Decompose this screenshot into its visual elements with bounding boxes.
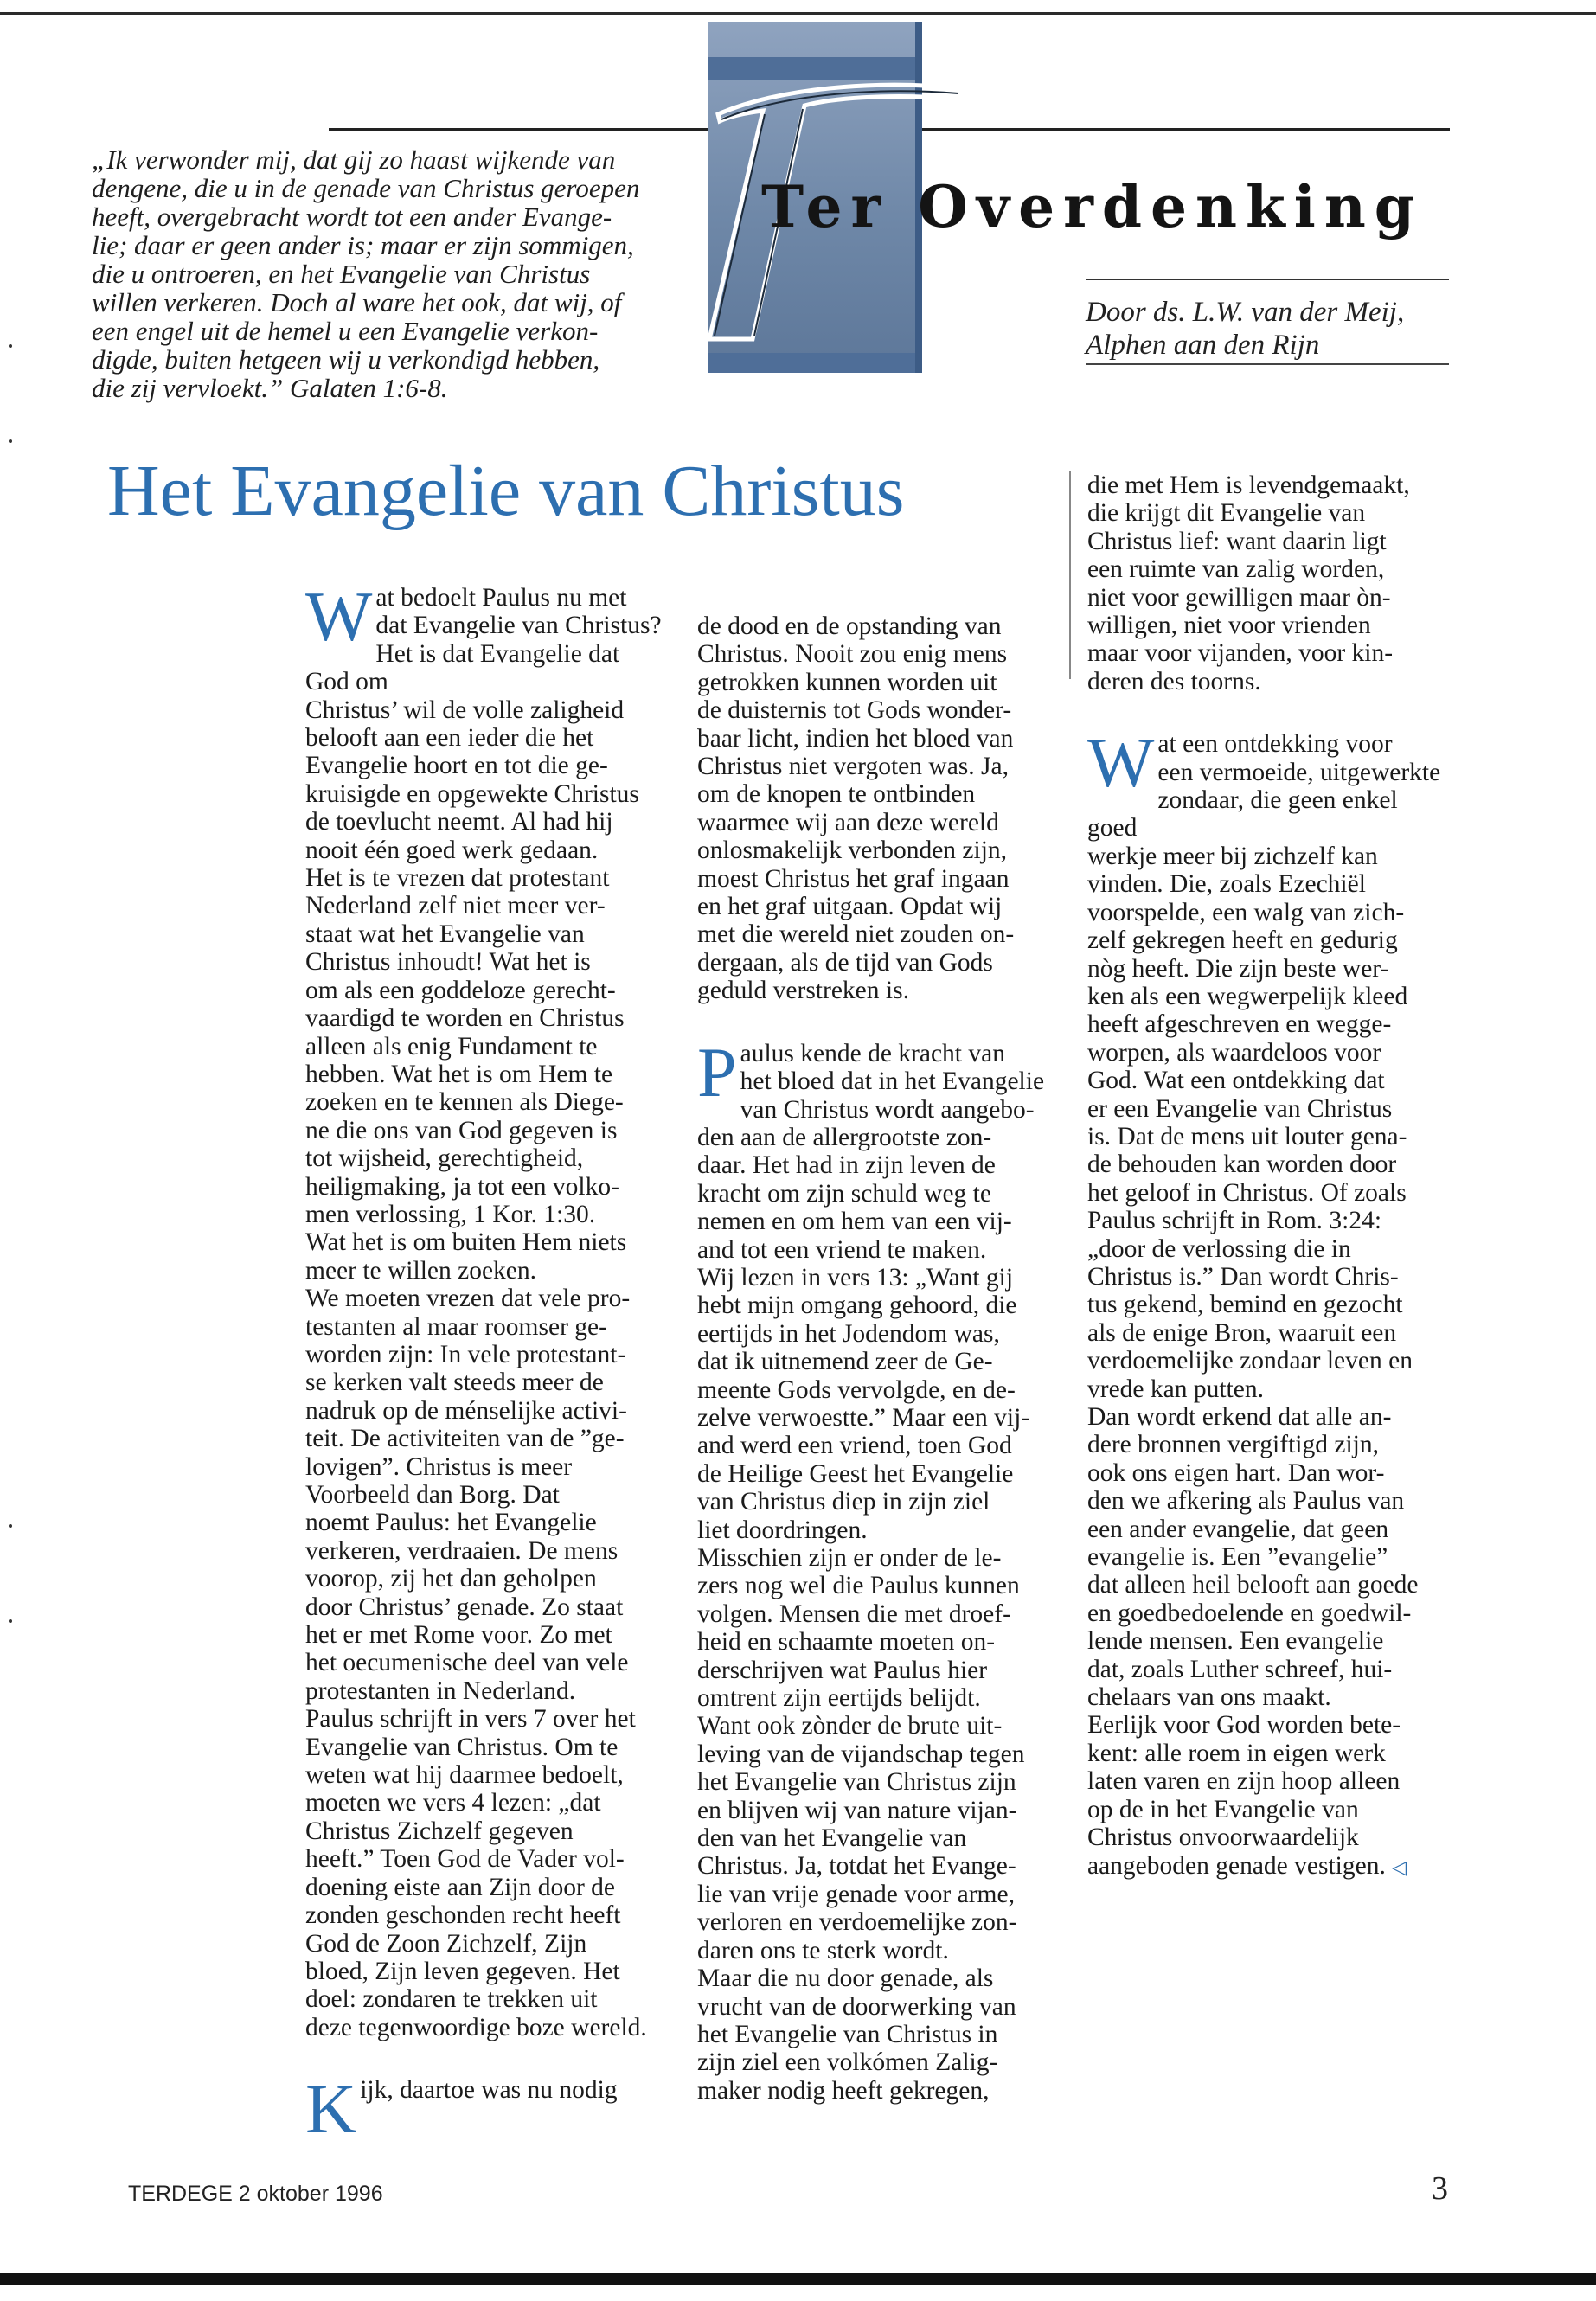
text-line: Nederland zelf niet meer ver- — [305, 892, 606, 920]
text-line: laten varen en zijn hoop alleen — [1087, 1767, 1401, 1796]
text-line: Evangelie hoort en tot die ge- — [305, 752, 608, 780]
text-line: verdoemelijke zondaar leven en — [1087, 1347, 1413, 1375]
text-line: at bedoelt Paulus nu met — [375, 584, 627, 612]
text-line: at een ontdekking voor — [1157, 730, 1393, 759]
quote-line: heeft, overgebracht wordt tot een ander Evange- — [92, 202, 612, 232]
text-line: en goedbedoelende en goedwil- — [1087, 1599, 1412, 1627]
article-headline: Het Evangelie van Christus — [107, 451, 905, 531]
top-rule — [0, 12, 1596, 15]
text-line: teit. De activiteiten van de ”ge- — [305, 1425, 625, 1453]
paragraph-lines — [1087, 723, 1441, 1852]
text-line: Dan wordt erkend dat alle an- — [1087, 1403, 1392, 1431]
text-line: zijn ziel een volkómen Zalig- — [697, 2048, 998, 2077]
text-line: heiligmaking, ja tot een volko- — [305, 1172, 619, 1201]
margin-dot — [9, 344, 12, 348]
footer-publication: TERDEGE 2 oktober 1996 — [128, 2182, 383, 2206]
text-line: eertijds in het Jodendom was, — [697, 1319, 1000, 1348]
text-line: en blijven wij van nature vijan- — [697, 1796, 1017, 1824]
text-line: God de Zoon Zichzelf, Zijn — [305, 1929, 587, 1958]
paragraph — [697, 1032, 1050, 2105]
text-line: kracht om zijn schuld weg te — [697, 1179, 991, 1208]
text-line: Evangelie van Christus. Om te — [305, 1733, 619, 1761]
text-line: zelf gekregen heeft en gedurig — [1087, 926, 1398, 955]
text-line: de Heilige Geest het Evangelie — [697, 1459, 1014, 1488]
text-line: evangelie is. Een ”evangelie” — [1087, 1543, 1388, 1572]
text-line: ken als een wegwerpelijk kleed — [1087, 982, 1408, 1010]
paragraph — [697, 612, 1050, 1005]
text-line: se kerken valt steeds meer de — [305, 1368, 604, 1397]
text-line: den we afkering als Paulus van — [1087, 1487, 1405, 1516]
text-line: leving van de vijandschap tegen — [697, 1740, 1025, 1768]
text-line: Misschien zijn er onder de le- — [697, 1544, 1002, 1572]
text-line: daren ons te sterk wordt. — [697, 1936, 949, 1965]
drop-cap: P — [697, 1032, 737, 1112]
text-line: derschrijven wat Paulus hier — [697, 1656, 988, 1684]
text-line: zoeken en te kennen als Diege- — [305, 1088, 624, 1117]
quote-line: digde, buiten hetgeen wij u verkondigd hebben, — [92, 344, 600, 375]
text-line: Christus’ wil de volle zaligheid — [305, 695, 625, 724]
quote-line: „Ik verwonder mij, dat gij zo haast wijkende van — [92, 144, 616, 175]
text-line: verloren en verdoemelijke zon- — [697, 1908, 1017, 1937]
text-line: heeft afgeschreven en wegge- — [1087, 1010, 1392, 1039]
text-line: liet doordringen. — [697, 1516, 868, 1544]
text-line: Christus niet vergoten was. Ja, — [697, 753, 1009, 781]
author-rule — [1086, 363, 1449, 365]
text-line: van Christus diep in zijn ziel — [697, 1488, 990, 1516]
text-line: het bloed dat in het Evangelie — [740, 1067, 1045, 1096]
text-line: meente Gods vervolgde, en de- — [697, 1375, 1016, 1404]
section-title: Ter Overdenking — [761, 173, 1423, 240]
quote-line: die u ontroeren, en het Evangelie van Christus — [92, 259, 591, 289]
text-line: onlosmakelijk verbonden zijn, — [697, 836, 1008, 865]
text-line: dere bronnen vergiftigd zijn, — [1087, 1431, 1379, 1459]
text-line: volgen. Mensen die met droef- — [697, 1599, 1011, 1628]
text-line: ook ons eigen hart. Dan wor- — [1087, 1458, 1385, 1487]
text-line: maker nodig heeft gekregen, — [697, 2076, 990, 2105]
quote-line: willen verkeren. Doch al ware het ook, dat wij, of — [92, 287, 622, 317]
text-line: het oecumenische deel van vele — [305, 1649, 629, 1677]
text-line: vrucht van de doorwerking van — [697, 1992, 1016, 2021]
text-line: hebben. Wat het is om Hem te — [305, 1060, 613, 1088]
text-line: omtrent zijn eertijds belijdt. — [697, 1684, 981, 1713]
text-line: de behouden kan worden door — [1087, 1150, 1397, 1179]
text-line: dat, zoals Luther schreef, hui- — [1087, 1655, 1393, 1683]
text-line: het Evangelie van Christus in — [697, 2020, 998, 2048]
text-line: heeft.” Toen God de Vader vol- — [305, 1845, 625, 1874]
text-line: een vermoeide, uitgewerkte — [1157, 758, 1441, 786]
text-line: God. Wat een ontdekking dat — [1087, 1067, 1385, 1095]
text-line: die met Hem is levendgemaakt, — [1087, 471, 1410, 499]
text-line: hebt mijn omgang gehoord, die — [697, 1292, 1017, 1320]
text-line: kent: alle roem in eigen werk — [1087, 1739, 1386, 1767]
text-line: tot wijsheid, gerechtigheid, — [305, 1144, 584, 1173]
header-rule-right — [922, 128, 1450, 131]
text-line: ijk, daartoe was nu nodig — [360, 2076, 618, 2105]
text-line: ne die ons van God gegeven is — [305, 1116, 618, 1144]
text-line: noemt Paulus: het Evangelie — [305, 1509, 597, 1537]
text-line: en het graf uitgaan. Opdat wij — [697, 893, 1003, 921]
text-line: Christus Zichzelf gegeven — [305, 1817, 574, 1845]
text-line: Christus is.” Dan wordt Chris- — [1087, 1262, 1399, 1291]
text-line: Wat het is om buiten Hem niets — [305, 1228, 627, 1257]
quote-line: lie; daar er geen ander is; maar er zijn sommigen, — [92, 230, 634, 260]
text-line: Paulus schrijft in Rom. 3:24: — [1087, 1207, 1382, 1235]
text-line: van Christus wordt aangebo- — [740, 1095, 1035, 1124]
author-credit — [1086, 296, 1466, 362]
text-line: getrokken kunnen worden uit — [697, 668, 997, 696]
drop-cap: W — [1087, 723, 1155, 803]
text-line: aulus kende de kracht van — [740, 1039, 1005, 1067]
text-line: om de knopen te ontbinden — [697, 780, 976, 809]
bottom-rule — [0, 2273, 1596, 2285]
author-location: Alphen aan den Rijn — [1086, 330, 1320, 361]
last-line-text: aangeboden genade vestigen. — [1087, 1851, 1386, 1880]
margin-dot — [9, 439, 12, 443]
quote-line: een engel uit de hemel u een Evangelie verkon- — [92, 316, 599, 346]
text-line: Paulus schrijft in vers 7 over het — [305, 1705, 636, 1734]
text-line: men verlossing, 1 Kor. 1:30. — [305, 1200, 596, 1228]
text-line: nòg heeft. Die zijn beste wer- — [1087, 954, 1389, 983]
article-column-2 — [697, 612, 1050, 2105]
text-line: Christus inhoudt! Wat het is — [305, 948, 591, 977]
paragraph — [1087, 723, 1451, 1881]
text-line: als de enige Bron, waaruit een — [1087, 1318, 1397, 1347]
text-line: verkeren, verdraaien. De mens — [305, 1536, 619, 1565]
text-line: „door de verlossing die in — [1087, 1234, 1351, 1263]
text-line: de toevlucht neemt. Al had hij — [305, 808, 613, 836]
text-line: waarmee wij aan deze wereld — [697, 808, 999, 836]
text-line: doening eiste aan Zijn door de — [305, 1873, 615, 1901]
text-line: tus gekend, bemind en gezocht — [1087, 1291, 1403, 1319]
text-line: baar licht, indien het bloed van — [697, 724, 1014, 753]
text-line: de dood en de opstanding van — [697, 612, 1002, 640]
text-line: geduld verstreken is. — [697, 977, 909, 1005]
paragraph-lines — [697, 612, 1014, 1004]
text-line: Christus. Nooit zou enig mens — [697, 640, 1008, 669]
text-line: Wij lezen in vers 13: „Want gij — [697, 1263, 1014, 1292]
text-line: deze tegenwoordige boze wereld. — [305, 2013, 647, 2041]
text-line: lovigen”. Christus is meer — [305, 1452, 573, 1481]
text-line: met die wereld niet zouden on- — [697, 920, 1015, 949]
text-line: vinden. Die, zoals Ezechiël — [1087, 870, 1366, 899]
header-rule-left — [329, 128, 708, 131]
last-line — [1087, 1852, 1407, 1880]
text-line: voorop, zij het dan geholpen — [305, 1565, 597, 1593]
text-line: staat wat het Evangelie van — [305, 920, 585, 948]
page-number: 3 — [1432, 2170, 1448, 2207]
text-line: nemen en om hem van een vij- — [697, 1208, 1012, 1236]
article-column-3 — [1087, 471, 1451, 1881]
text-line: een ruimte van zalig worden, — [1087, 555, 1385, 584]
text-line: het geloof in Christus. Of zoals — [1087, 1178, 1407, 1207]
column-3-rule — [1069, 471, 1071, 679]
text-line: alleen als enig Fundament te — [305, 1032, 598, 1061]
paragraph-lines — [697, 1032, 1045, 2105]
text-line: protestanten in Nederland. — [305, 1676, 576, 1705]
text-line: Christus. Ja, totdat het Evange- — [697, 1852, 1016, 1881]
quote-line: dengene, die u in de genade van Christus geroepen — [92, 173, 640, 203]
text-line: belooft aan een ieder die het — [305, 724, 594, 753]
text-line: niet voor gewilligen maar òn- — [1087, 583, 1391, 612]
text-line: zelve verwoestte.” Maar een vij- — [697, 1403, 1030, 1432]
text-line: Eerlijk voor God worden bete- — [1087, 1711, 1401, 1740]
text-line: Het is dat Evangelie dat God om — [305, 639, 620, 696]
text-line: het Evangelie van Christus zijn — [697, 1768, 1016, 1797]
text-line: worpen, als waardeloos voor — [1087, 1038, 1381, 1067]
text-line: weten wat hij daarmee bedoelt, — [305, 1761, 624, 1790]
drop-cap: K — [305, 2069, 357, 2149]
paragraph-lines — [360, 2076, 617, 2104]
text-line: dat ik uitnemend zeer de Ge- — [697, 1348, 993, 1376]
text-line: testanten al maar roomser ge- — [305, 1312, 607, 1341]
triangle-end-icon: ◁ — [1392, 1856, 1407, 1878]
paragraph-lines — [305, 577, 662, 2041]
text-line: Christus lief: want daarin ligt — [1087, 527, 1387, 555]
text-line: lie van vrije genade voor arme, — [697, 1880, 1015, 1908]
drop-cap: W — [305, 577, 373, 656]
text-line: zondaar, die geen enkel goed — [1087, 786, 1398, 843]
text-line: dat Evangelie van Christus? — [375, 612, 662, 640]
text-line: om als een goddeloze gerecht- — [305, 976, 616, 1004]
paragraph — [305, 577, 667, 2041]
text-line: dergaan, als de tijd van Gods — [697, 948, 993, 977]
text-line: is. Dat de mens uit louter gena- — [1087, 1122, 1407, 1150]
text-line: werkje meer bij zichzelf kan — [1087, 842, 1378, 870]
text-line: vaardigd te worden en Christus — [305, 1004, 625, 1033]
text-line: daar. Het had in zijn leven de — [697, 1151, 996, 1180]
quote-line: die zij vervloekt.” Galaten 1:6-8. — [92, 373, 448, 403]
paragraph — [305, 2069, 667, 2149]
bible-quote — [92, 145, 693, 402]
text-line: meer te willen zoeken. — [305, 1256, 537, 1285]
paragraph-lines — [1087, 471, 1410, 695]
text-line: den aan de allergrootste zon- — [697, 1123, 992, 1151]
text-line: nadruk op de ménselijke activi- — [305, 1396, 627, 1425]
text-line: voorspelde, een walg van zich- — [1087, 898, 1405, 926]
margin-dot — [9, 1524, 12, 1528]
text-line: and tot een vriend te maken. — [697, 1235, 987, 1264]
text-line: moest Christus het graf ingaan — [697, 864, 1010, 893]
text-line: de duisternis tot Gods wonder- — [697, 696, 1012, 725]
text-line: kruisigde en opgewekte Christus — [305, 779, 639, 808]
text-line: doel: zondaren te trekken uit — [305, 1985, 598, 2014]
text-line: vrede kan putten. — [1087, 1375, 1264, 1403]
text-line: Het is te vrezen dat protestant — [305, 864, 610, 893]
text-line: den van het Evangelie van — [697, 1824, 967, 1853]
text-line: chelaars van ons maakt. — [1087, 1683, 1331, 1712]
text-line: door Christus’ genade. Zo staat — [305, 1593, 624, 1621]
text-line: nooit één goed werk gedaan. — [305, 836, 599, 864]
text-line: lende mensen. Een evangelie — [1087, 1627, 1384, 1656]
text-line: and werd een vriend, toen God — [697, 1432, 1012, 1460]
text-line: het er met Rome voor. Zo met — [305, 1621, 612, 1650]
author-name: Door ds. L.W. van der Meij, — [1086, 297, 1405, 328]
article-column-1 — [305, 577, 667, 2149]
text-line: zers nog wel die Paulus kunnen — [697, 1572, 1020, 1600]
title-rule — [1086, 279, 1449, 280]
logo-stripe — [708, 57, 922, 80]
text-line: Maar die nu door genade, als — [697, 1965, 994, 1993]
margin-dot — [9, 1619, 12, 1623]
text-line: er een Evangelie van Christus — [1087, 1094, 1393, 1123]
text-line: Voorbeeld dan Borg. Dat — [305, 1481, 560, 1509]
text-line: zonden geschonden recht heeft — [305, 1901, 621, 1930]
text-line: Christus onvoorwaardelijk — [1087, 1823, 1359, 1852]
text-line: heid en schaamte moeten on- — [697, 1628, 996, 1657]
text-line: dat alleen heil belooft aan goede — [1087, 1571, 1419, 1599]
text-line: bloed, Zijn leven gegeven. Het — [305, 1957, 620, 1985]
text-line: worden zijn: In vele protestant- — [305, 1340, 626, 1368]
paragraph — [1087, 471, 1451, 695]
text-line: willigen, niet voor vrienden — [1087, 612, 1371, 640]
text-line: Want ook zònder de brute uit- — [697, 1712, 1003, 1740]
text-line: moeten we vers 4 lezen: „dat — [305, 1789, 601, 1817]
text-line: op de in het Evangelie van — [1087, 1795, 1359, 1823]
text-line: die krijgt dit Evangelie van — [1087, 499, 1366, 528]
text-line: deren des toorns. — [1087, 667, 1261, 695]
text-line: een ander evangelie, dat geen — [1087, 1515, 1389, 1543]
text-line: maar voor vijanden, voor kin- — [1087, 639, 1394, 668]
text-line: We moeten vrezen dat vele pro- — [305, 1285, 631, 1313]
